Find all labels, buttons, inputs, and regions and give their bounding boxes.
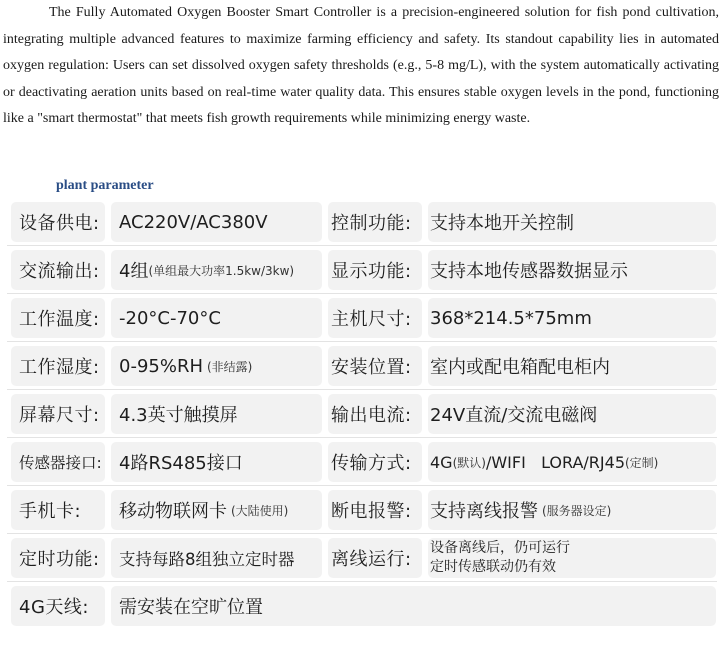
- param-key: 工作温度:: [11, 298, 105, 338]
- param-value: 室内或配电箱配电柜内: [428, 346, 716, 386]
- param-key: 屏幕尺寸:: [11, 394, 105, 434]
- param-key: 传输方式:: [328, 442, 422, 482]
- param-note: (单组最大功率1.5kw/3kw): [148, 263, 295, 278]
- param-key: 断电报警:: [328, 490, 422, 530]
- parameter-table: [7, 198, 717, 630]
- table-row: [7, 294, 717, 342]
- param-value: -20°C-70°C: [111, 298, 322, 338]
- param-key: 控制功能:: [328, 202, 422, 242]
- table-row: [7, 486, 717, 534]
- param-note: (定制): [625, 455, 659, 470]
- param-value: 支持本地开关控制: [428, 202, 716, 242]
- param-value: 需安装在空旷位置: [111, 586, 716, 626]
- param-note: (大陆使用): [231, 503, 289, 518]
- intro-paragraph: The Fully Automated Oxygen Booster Smart Controller is a precision-engineered solution for fish pond cultivation, integrating multiple advanced features to maximize farming efficiency and safety. Its standout capability lies in automated oxygen regulation: Users can set dissolved oxygen safety thresholds (e.g., 5-8 mg/L), with the system automatically activating or deactivating aeration units based on real-time water quality data. This ensures stable oxygen levels in the pond, functioning like a "smart thermostat" that meets fish growth requirements while minimizing energy waste.: [3, 5, 719, 126]
- param-value: 移动物联网卡 (大陆使用): [111, 490, 322, 530]
- table-row: [7, 534, 717, 582]
- param-key: 定时功能:: [11, 538, 105, 578]
- param-value: 24V直流/交流电磁阀: [428, 394, 716, 434]
- table-row: [7, 438, 717, 486]
- table-row: [7, 246, 717, 294]
- param-value: 4.3英寸触摸屏: [111, 394, 322, 434]
- param-note: (非结露): [207, 359, 253, 374]
- param-value: 4G (默认) /WIFI LORA/RJ45 (定制): [428, 442, 716, 482]
- param-key: 主机尺寸:: [328, 298, 422, 338]
- param-key: 安装位置:: [328, 346, 422, 386]
- param-key: 手机卡:: [11, 490, 105, 530]
- param-value: 368*214.5*75mm: [428, 298, 716, 338]
- param-value: 支持本地传感器数据显示: [428, 250, 716, 290]
- table-row: [7, 582, 717, 630]
- param-value: 设备离线后，仍可运行 定时传感联动仍有效: [428, 538, 716, 578]
- param-value: AC220V/AC380V: [111, 202, 322, 242]
- param-key: 离线运行:: [328, 538, 422, 578]
- param-value: 0-95%RH (非结露): [111, 346, 322, 386]
- table-row: [7, 198, 717, 246]
- table-row: [7, 342, 717, 390]
- section-title: plant parameter: [56, 178, 154, 193]
- param-value: 4路RS485接口: [111, 442, 322, 482]
- param-key: 显示功能:: [328, 250, 422, 290]
- param-key: 工作湿度:: [11, 346, 105, 386]
- param-value: 支持每路8组独立定时器: [111, 538, 322, 578]
- param-value: 4组 (单组最大功率1.5kw/3kw): [111, 250, 322, 290]
- param-key: 交流输出:: [11, 250, 105, 290]
- param-note: (默认): [452, 455, 486, 470]
- param-value: 支持离线报警 (服务器设定): [428, 490, 716, 530]
- param-key: 输出电流:: [328, 394, 422, 434]
- param-key: 4G天线:: [11, 586, 105, 626]
- param-note: (服务器设定): [542, 503, 612, 518]
- param-key: 传感器接口:: [11, 442, 105, 482]
- table-row: [7, 390, 717, 438]
- param-key: 设备供电:: [11, 202, 105, 242]
